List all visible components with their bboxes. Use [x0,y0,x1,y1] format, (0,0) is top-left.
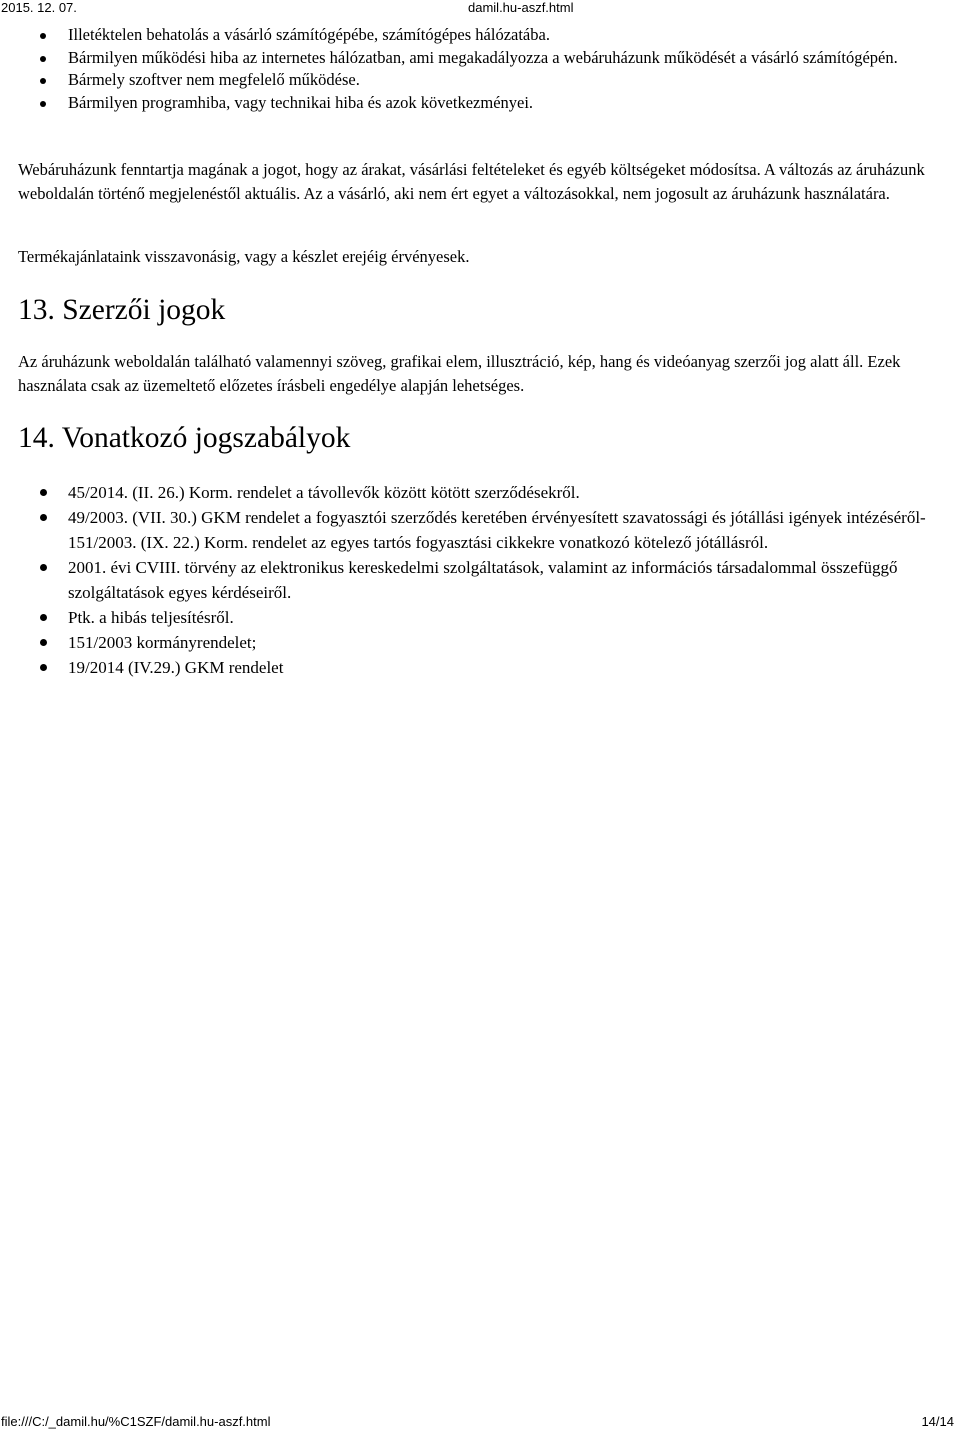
legislation-list [18,480,943,680]
list-item: 19/2014 (IV.29.) GKM rendelet [18,655,943,680]
section-14-heading: 14. Vonatkozó jogszabályok [18,422,351,454]
section-13-text: Az áruházunk weboldalán található valamennyi szöveg, grafikai elem, illusztráció, kép, hang és videóanyag szerzői jog alatt áll. Ezek használata csak az üzemeltető előzetes írásbeli engedélye alapján lehetséges. [18,352,901,395]
list-item: 2001. évi CVIII. törvény az elektronikus kereskedelmi szolgáltatások, valamint az információs társadalommal összefüggő szolgáltatások egyes kérdéseiről. [18,555,943,605]
list-item: Bármely szoftver nem megfelelő működése. [18,69,948,92]
file-path-link[interactable]: file:///C:/_damil.hu/%C1SZF/damil.hu-aszf.html [1,1414,271,1429]
print-page-title: damil.hu-aszf.html [468,0,574,15]
print-footer [0,1414,960,1430]
section-13-heading: 13. Szerzői jogok [18,294,226,326]
list-item: 151/2003 kormányrendelet; [18,630,943,655]
offers-valid-paragraph: Termékajánlataink visszavonásig, vagy a készlet erejéig érvényesek. [18,247,470,266]
disclaimer-list [18,24,948,114]
print-header [0,0,960,16]
list-item: Illetéktelen behatolás a vásárló számítógépébe, számítógépes hálózatába. [18,24,948,47]
print-date: 2015. 12. 07. [1,0,77,15]
list-item: Bármilyen működési hiba az internetes hálózatban, ami megakadályozza a webáruházunk működését a vásárló számítógépén. [18,47,948,70]
price-change-paragraph: Webáruházunk fenntartja magának a jogot, hogy az árakat, vásárlási feltételeket és egyéb költségeket módosítsa. A változás az áruházunk weboldalán történő megjelenéstől aktuális. Az a vásárló, aki nem ért egyet a változásokkal, nem jogosult az áruházunk használatára. [18,160,925,203]
list-item: 49/2003. (VII. 30.) GKM rendelet a fogyasztói szerződés keretében érvényesített szavatossági és jótállási igények intézéséről-151/2003. (IX. 22.) Korm. rendelet az egyes tartós fogyasztási cikkekre vonatkozó kötelező jótállásról. [18,505,943,555]
list-item: Bármilyen programhiba, vagy technikai hiba és azok következményei. [18,92,948,115]
page-number: 14/14 [921,1414,954,1429]
list-item: 45/2014. (II. 26.) Korm. rendelet a távollevők között kötött szerződésekről. [18,480,943,505]
list-item: Ptk. a hibás teljesítésről. [18,605,943,630]
